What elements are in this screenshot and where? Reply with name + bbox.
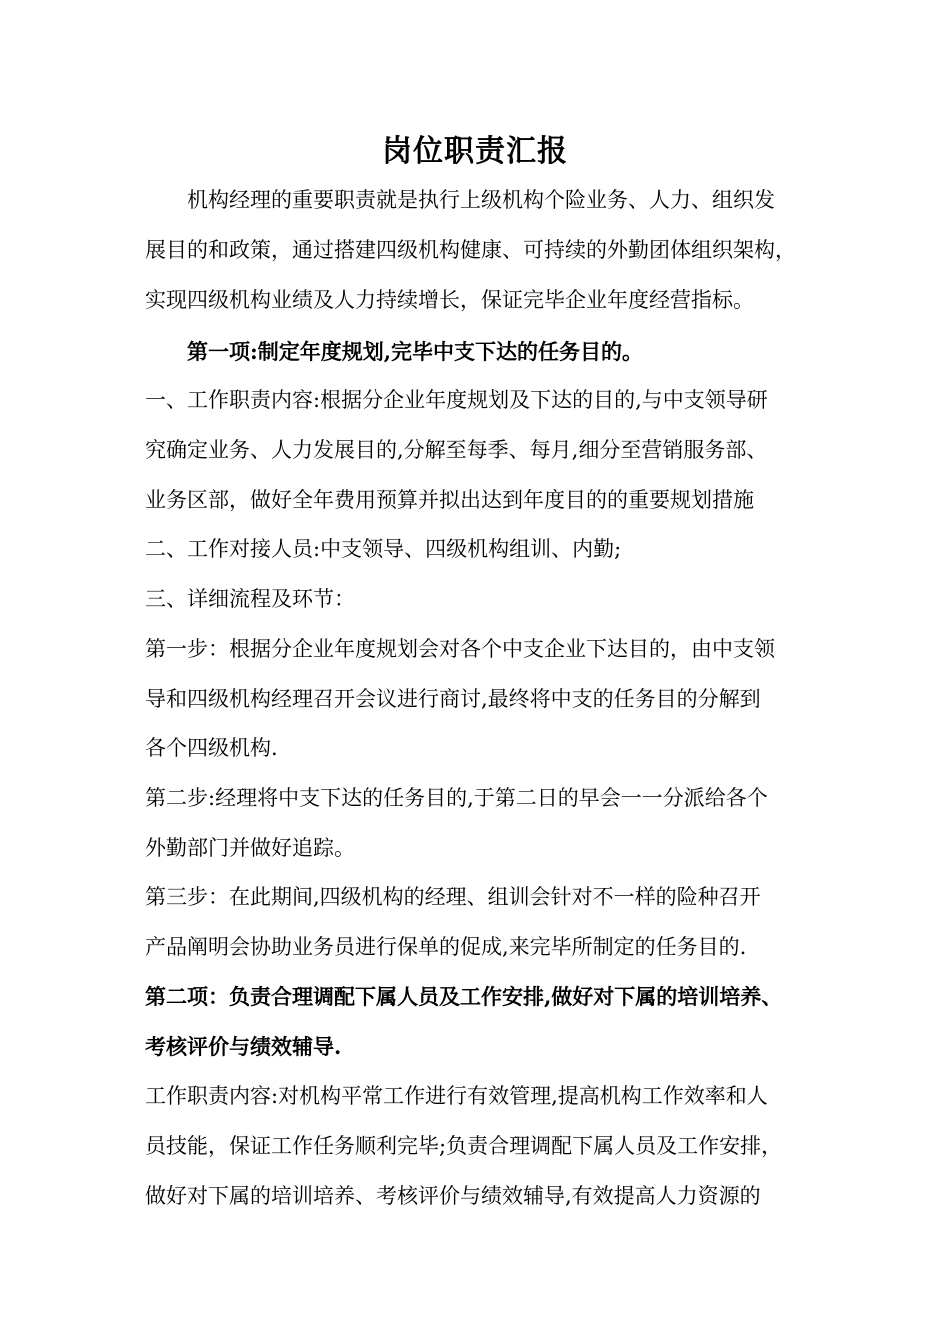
section1-line-2: 究确定业务、人力发展目的,分解至每季、每月,细分至营销服务部、 xyxy=(145,438,768,462)
section1-line-5: 三、详细流程及环节： xyxy=(145,587,355,611)
section2-line-1: 工作职责内容:对机构平常工作进行有效管理,提高机构工作效率和人 xyxy=(145,1084,768,1108)
section1-line-6: 第一步：根据分企业年度规划会对各个中支企业下达目的，由中支领 xyxy=(145,637,775,661)
intro-line-2: 展目的和政策，通过搭建四级机构健康、可持续的外勤团体组织架构， xyxy=(145,238,796,262)
section1-line-9: 第二步:经理将中支下达的任务目的,于第二日的早会一一分派给各个 xyxy=(145,786,768,810)
section1-line-4: 二、工作对接人员:中支领导、四级机构组训、内勤; xyxy=(145,537,622,561)
page-title: 岗位职责汇报 xyxy=(382,134,568,169)
section1-line-12: 产品阐明会协助业务员进行保单的促成,来完毕所制定的任务目的. xyxy=(145,935,747,959)
intro-line-3: 实现四级机构业绩及人力持续增长，保证完毕企业年度经营指标。 xyxy=(145,288,754,312)
section1-line-11: 第三步：在此期间,四级机构的经理、组训会针对不一样的险种召开 xyxy=(145,885,761,909)
section2-line-3: 做好对下属的培训培养、考核评价与绩效辅导,有效提高人力资源的 xyxy=(145,1184,761,1208)
section1-line-1: 一、工作职责内容:根据分企业年度规划及下达的目的,与中支领导研 xyxy=(145,388,768,412)
section1-line-3: 业务区部，做好全年费用预算并拟出达到年度目的的重要规划措施 xyxy=(145,488,754,512)
section1-line-10: 外勤部门并做好追踪。 xyxy=(145,836,355,860)
section2-heading-line-1: 第二项：负责合理调配下属人员及工作安排,做好对下属的培训培养、 xyxy=(145,984,783,1009)
section1-line-7: 导和四级机构经理召开会议进行商讨,最终将中支的任务目的分解到 xyxy=(145,687,761,711)
section2-heading-line-2: 考核评价与绩效辅导. xyxy=(145,1034,342,1059)
section2-line-2: 员技能，保证工作任务顺利完毕;负责合理调配下属人员及工作安排， xyxy=(145,1134,783,1158)
section1-line-8: 各个四级机构. xyxy=(145,736,278,760)
section1-heading: 第一项:制定年度规划,完毕中支下达的任务目的。 xyxy=(187,339,644,364)
intro-line-1: 机构经理的重要职责就是执行上级机构个险业务、人力、组织发 xyxy=(187,188,775,212)
